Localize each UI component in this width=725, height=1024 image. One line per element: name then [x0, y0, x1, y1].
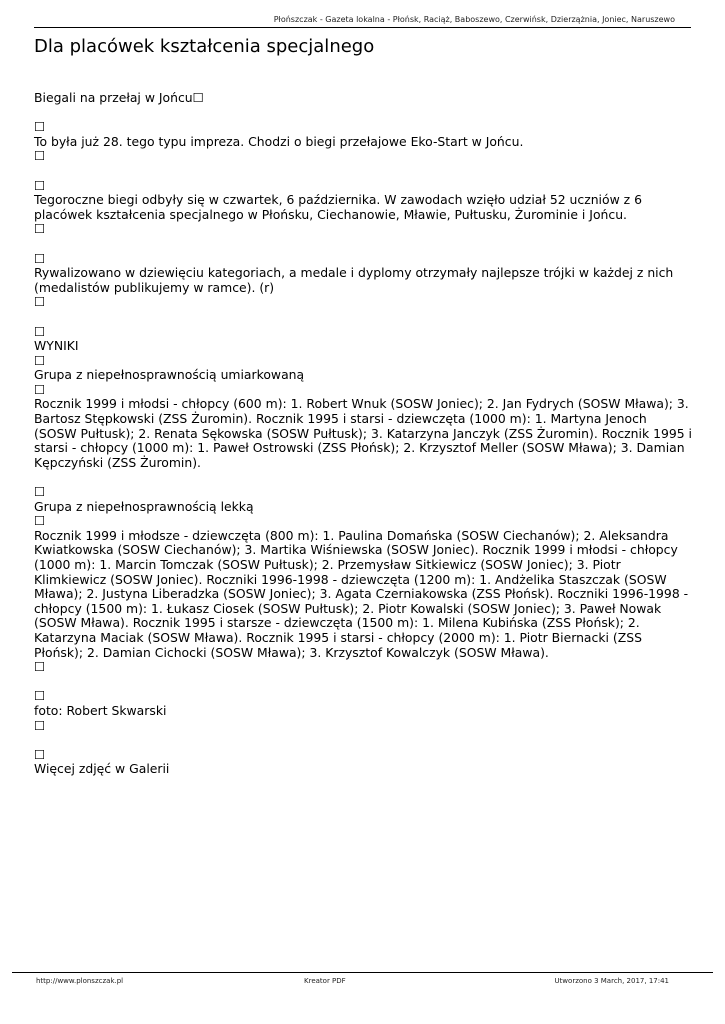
group1-results: Rocznik 1999 i młodsi - chłopcy (600 m): 1. Robert Wnuk (SOSW Joniec); 2. Jan Fydrych (SOSW Mława); 3. Bartosz Stępkowski (ZSS Żuromin). Rocznik 1995 i starsi - dziewczęta (1000 m): 1. Martyna Jenoch (SOSW Pułtusk); 2. Renata Sękowska (SOSW Pułtusk); 3. Katarzyna Janczyk (ZSS Żuromin). Rocznik 1995 i starsi - chłopcy (1000 m): 1. Paweł Ostrowski (ZSS Płońsk); 2. Krzysztof Meller (SOSW Mława); 3. Damian Kępczyński (ZSS Żuromin).: [34, 396, 692, 470]
group2-heading: Grupa z niepełnosprawnością lekką: [34, 498, 254, 514]
spacer: [34, 470, 692, 485]
spacer: [34, 733, 692, 748]
box-glyph: ☐: [34, 746, 46, 762]
box-glyph: ☐: [34, 688, 46, 704]
spacer: [34, 237, 692, 252]
header-divider: [34, 27, 691, 28]
group2-results: Rocznik 1999 i młodsze - dziewczęta (800 m): 1. Paulina Domańska (SOSW Ciechanów); 2. Aleksandra Kwiatkowska (SOSW Ciechanów); 3. Martika Wiśniewska (SOSW Joniec). Rocznik 1999 i młodsi - chłopcy (1000 m): 1. Marcin Tomczak (SOSW Pułtusk); 2. Przemysław Sitkiewicz (SOSW Joniec); 3. Piotr Klimkiewicz (SOSW Joniec). Roczniki 1996-1998 - dziewczęta (1200 m): 1. Andżelika Staszczak (SOSW Mława); 2. Justyna Liberadzka (SOSW Joniec); 3. Agata Czerniakowska (ZSS Płońsk). Roczniki 1996-1998 - chłopcy (1500 m): 1. Łukasz Ciosek (SOSW Pułtusk); 2. Piotr Kowalski (SOSW Joniec); 3. Paweł Nowak (SOSW Mława). Rocznik 1995 i starsze - dziewczęta (1500 m): 1. Milena Kubińska (ZSS Płońsk); 2. Katarzyna Maciak (SOSW Mława). Rocznik 1995 i starsi - chłopcy (2000 m): 1. Piotr Biernacki (ZSS Płońsk); 2. Damian Cichocki (SOSW Mława); 3. Krzysztof Kowalczyk (SOSW Mława).: [34, 527, 689, 660]
box-glyph: ☐: [34, 250, 46, 266]
box-glyph: ☐: [34, 381, 46, 397]
results-heading: WYNIKI: [34, 338, 79, 354]
paragraph-event: Tegoroczne biegi odbyły się w czwartek, 6 października. W zawodach wzięło udział 52 uczniów z 6 placówek kształcenia specjalnego w Płońsku, Ciechanowie, Mławie, Pułtusku, Żurominie i Jońcu.: [34, 192, 642, 222]
article-body: [34, 91, 692, 777]
paragraph-categories: Rywalizowano w dziewięciu kategoriach, a medale i dyplomy otrzymały najlepsze trójki w każdej z nich (medalistów publikujemy w ramce). (r): [34, 265, 674, 295]
box-glyph: ☐: [34, 717, 46, 733]
box-glyph: ☐: [192, 90, 204, 105]
lead-text: Biegali na przełaj w Jońcu: [34, 90, 193, 105]
box-glyph: ☐: [34, 513, 46, 529]
footer-divider: [12, 972, 713, 973]
spacer: [34, 675, 692, 690]
footer-generator: Kreator PDF: [304, 977, 346, 985]
box-glyph: ☐: [34, 294, 46, 310]
box-glyph: ☐: [34, 177, 46, 193]
page-title: Dla placówek kształcenia specjalnego: [34, 36, 375, 57]
header-site-line: Płońszczak - Gazeta lokalna - Płońsk, Raciąż, Baboszewo, Czerwińsk, Dzierzążnia, Joniec, Naruszewo: [273, 15, 675, 24]
box-glyph: ☐: [34, 484, 46, 500]
box-glyph: ☐: [34, 323, 46, 339]
paragraph-intro: To była już 28. tego typu impreza. Chodzi o biegi przełajowe Eko-Start w Jońcu.: [34, 133, 524, 149]
box-glyph: ☐: [34, 352, 46, 368]
footer-url[interactable]: http://www.plonszczak.pl: [36, 977, 124, 985]
spacer: [34, 310, 692, 325]
lead-paragraph: [34, 91, 692, 106]
box-glyph: ☐: [34, 659, 46, 675]
group1-heading: Grupa z niepełnosprawnością umiarkowaną: [34, 367, 305, 383]
photo-credit: foto: Robert Skwarski: [34, 702, 167, 718]
box-glyph: ☐: [34, 119, 46, 135]
box-glyph: ☐: [34, 221, 46, 237]
gallery-link[interactable]: Więcej zdjęć w Galerii: [34, 761, 170, 777]
spacer: [34, 106, 692, 121]
spacer: [34, 164, 692, 179]
box-glyph: ☐: [34, 148, 46, 164]
footer-created: Utworzono 3 March, 2017, 17:41: [554, 977, 669, 985]
